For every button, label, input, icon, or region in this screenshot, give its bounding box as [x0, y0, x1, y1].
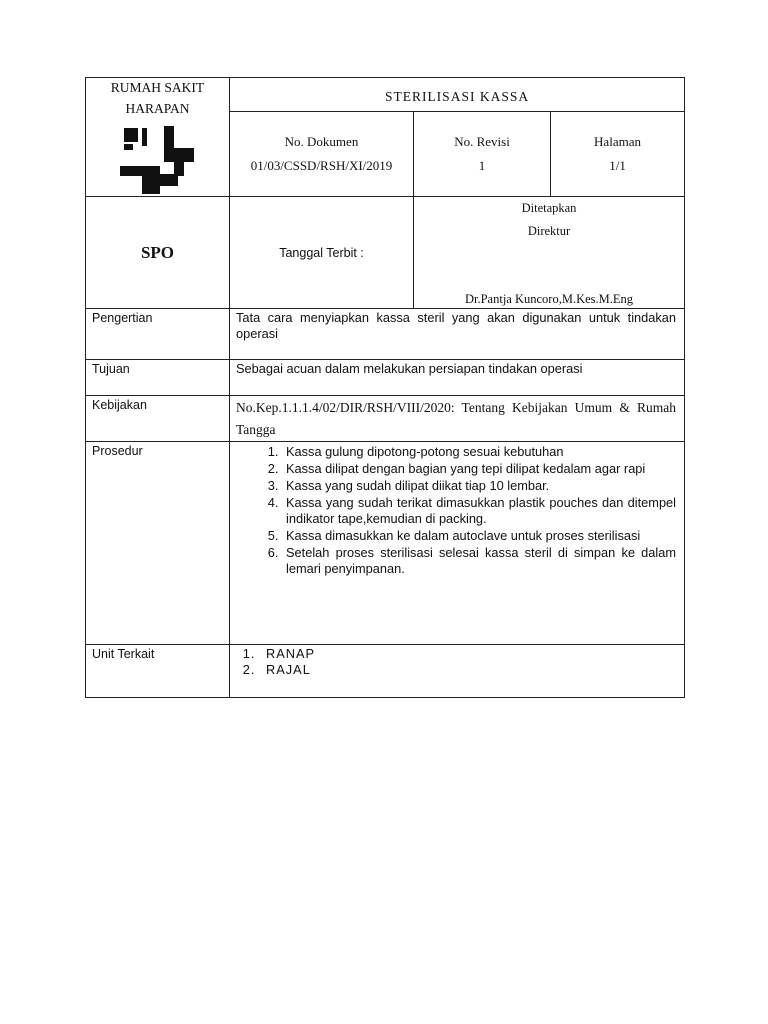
- kebijakan-text: No.Kep.1.1.1.4/02/DIR/RSH/VIII/2020: Tentang Kebijakan Umum & Rumah Tangga: [236, 400, 677, 437]
- prosedur-cell: [230, 442, 685, 645]
- no-dokumen-value: 01/03/CSSD/RSH/XI/2019: [250, 158, 393, 174]
- prosedur-step: 1. Kassa gulung dipotong-potong sesuai kebutuhan: [282, 444, 676, 460]
- tanggal-terbit-label: Tanggal Terbit :: [279, 245, 364, 260]
- tanggal-terbit-cell: [230, 197, 414, 309]
- halaman-label: Halaman: [594, 134, 641, 150]
- unit-terkait-label: Unit Terkait: [86, 645, 230, 698]
- prosedur-step: 6. Setelah proses sterilisasi selesai kassa steril di simpan ke dalam lemari penyimpanan.: [282, 545, 676, 577]
- tujuan-text: Sebagai acuan dalam melakukan persiapan tindakan operasi: [230, 360, 685, 396]
- spo-document-table: [85, 77, 685, 698]
- kebijakan-label: Kebijakan: [86, 396, 230, 442]
- penetapan-cell: [414, 197, 685, 309]
- prosedur-list: [236, 444, 676, 577]
- unit-terkait-cell: [230, 645, 685, 698]
- prosedur-step: 3. Kassa yang sudah dilipat diikat tiap 10 lembar.: [282, 478, 676, 494]
- no-revisi-cell: [414, 112, 551, 197]
- prosedur-step: 2. Kassa dilipat dengan bagian yang tepi dilipat kedalam agar rapi: [282, 461, 676, 477]
- kebijakan-cell: [230, 396, 685, 442]
- unit-terkait-row: [86, 645, 685, 698]
- ditetapkan-label: Ditetapkan: [521, 201, 577, 215]
- halaman-value: 1/1: [609, 158, 626, 174]
- unit-item: 2. RAJAL: [260, 662, 676, 678]
- spo-label: SPO: [140, 242, 175, 262]
- prosedur-step: 4. Kassa yang sudah terikat dimasukkan plastik pouches dan ditempel indikator tape,kemudian di packing.: [282, 495, 676, 527]
- no-dokumen-label: No. Dokumen: [284, 134, 359, 150]
- halaman-cell: [551, 112, 685, 197]
- header-title-row: [86, 78, 685, 112]
- hospital-cell: [86, 78, 230, 197]
- direktur-name: Dr.Pantja Kuncoro,M.Kes.M.Eng: [464, 292, 634, 306]
- hospital-name-line2: HARAPAN: [125, 101, 190, 116]
- hospital-logo-icon: [120, 126, 194, 196]
- pengertian-row: [86, 309, 685, 360]
- unit-list: [236, 646, 676, 678]
- direktur-label: Direktur: [527, 224, 571, 238]
- unit-item: 1. RANAP: [260, 646, 676, 662]
- pengertian-text: Tata cara menyiapkan kassa steril yang akan digunakan untuk tindakan operasi: [230, 309, 685, 360]
- prosedur-step: 5. Kassa dimasukkan ke dalam autoclave untuk proses sterilisasi: [282, 528, 676, 544]
- pengertian-label: Pengertian: [86, 309, 230, 360]
- tujuan-row: [86, 360, 685, 396]
- kebijakan-row: [86, 396, 685, 442]
- no-revisi-value: 1: [478, 158, 486, 174]
- document-title: STERILISASI KASSA: [384, 88, 530, 104]
- spo-cell: [86, 197, 230, 309]
- tujuan-label: Tujuan: [86, 360, 230, 396]
- document-title-cell: [230, 78, 685, 112]
- no-dokumen-cell: [230, 112, 414, 197]
- spo-row: [86, 197, 685, 309]
- no-revisi-label: No. Revisi: [454, 134, 510, 150]
- prosedur-label: Prosedur: [86, 442, 230, 645]
- hospital-name-line1: RUMAH SAKIT: [110, 80, 205, 95]
- prosedur-row: [86, 442, 685, 645]
